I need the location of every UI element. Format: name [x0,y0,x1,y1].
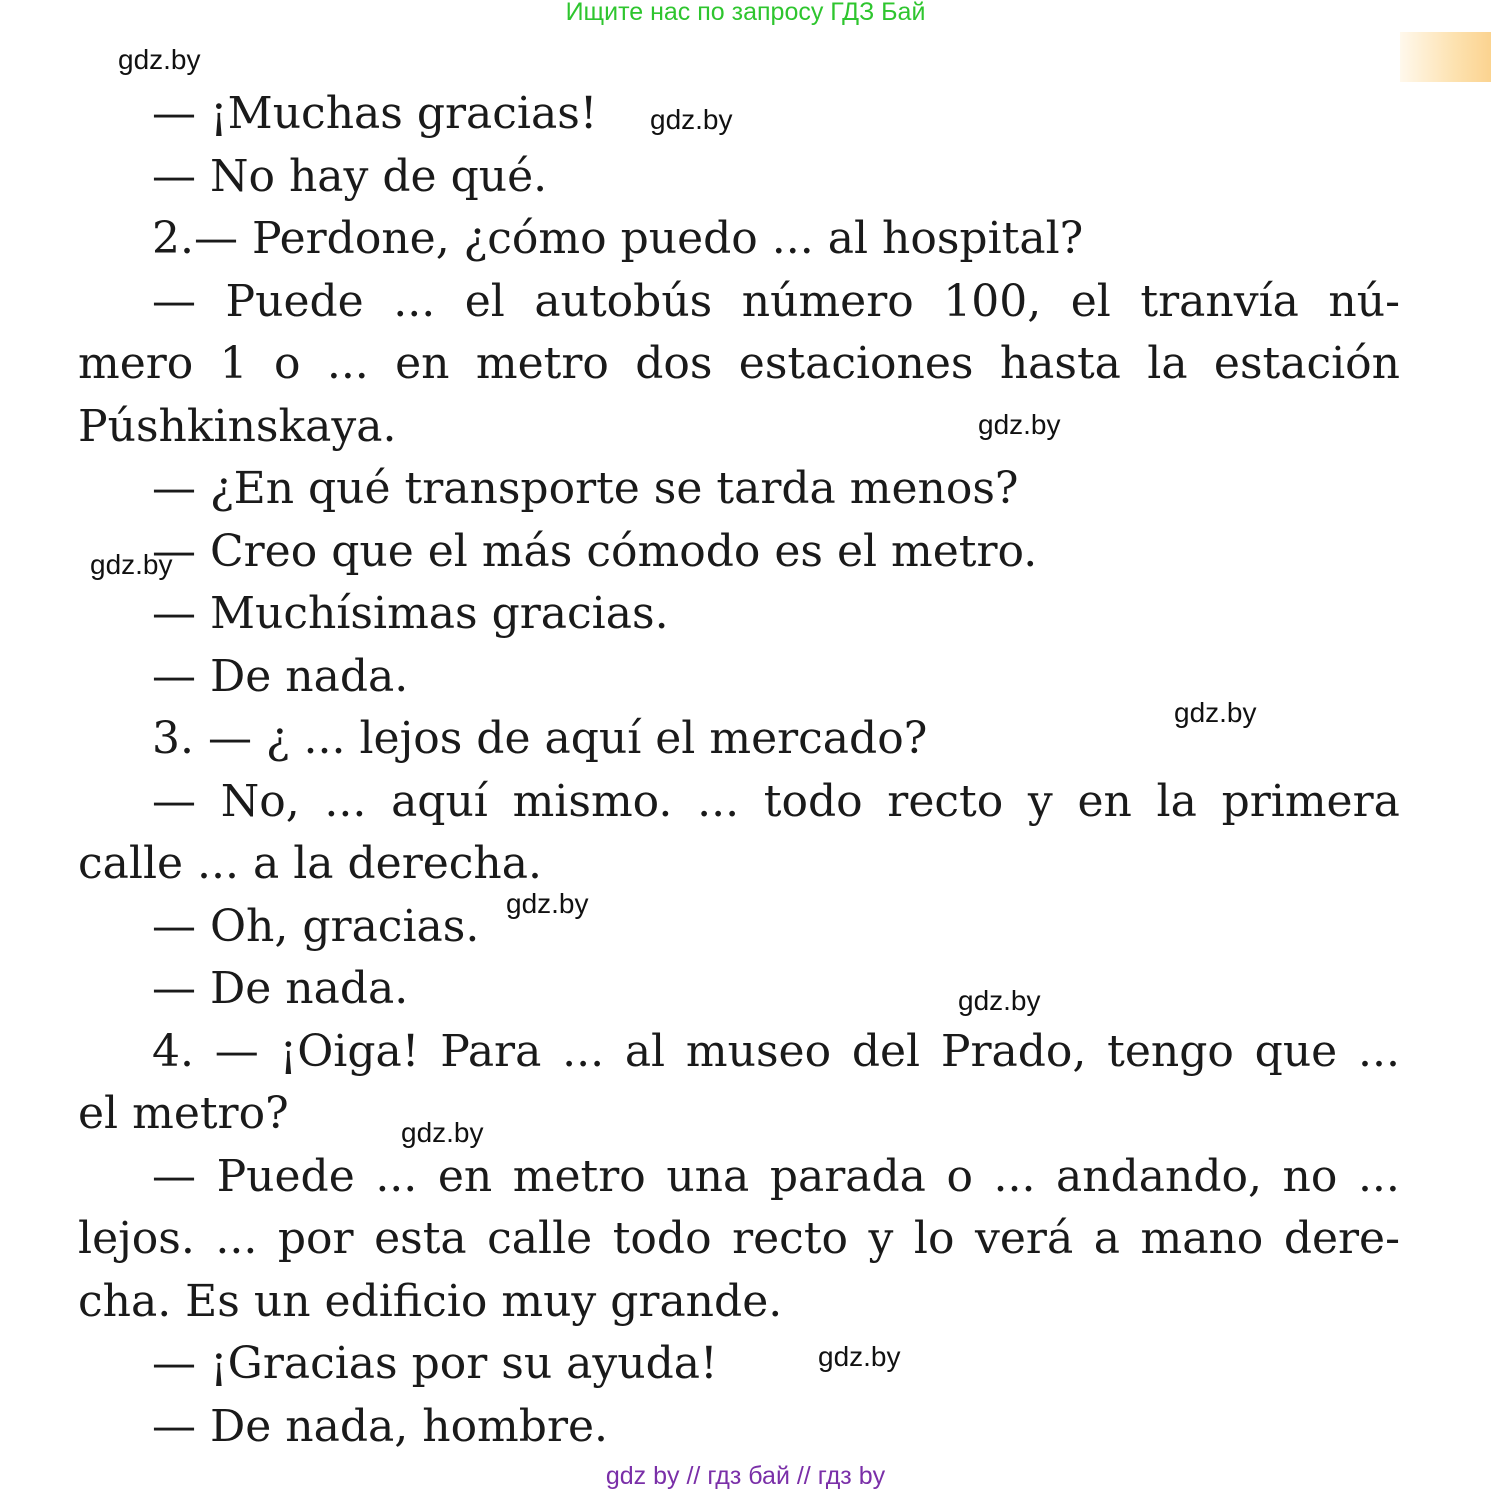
footer-watermark: gdz by // гдз бай // гдз by [605,1462,886,1490]
text-line: — ¡Gracias por su ayuda! [152,1338,718,1389]
text-line: — No hay de qué. [152,151,548,202]
word: ... [697,776,740,827]
word: parada [769,1151,926,1202]
word: ... [993,1151,1036,1202]
search-hint-banner: Ищите нас по запросу ГДЗ Бай [565,0,926,26]
word: — [214,1026,259,1077]
text-line: — De nada. [152,963,409,1014]
word: en [1077,776,1132,827]
word: no [1282,1151,1338,1202]
watermark: gdz.by [818,1341,901,1372]
word: estaciones [738,338,974,389]
word: al [624,1026,666,1077]
word: recto [732,1213,848,1264]
word: ¡Oiga! [279,1026,420,1077]
word: o [946,1151,973,1202]
word: todo [612,1213,712,1264]
word: aquí [391,776,488,827]
word: verá [975,1213,1074,1264]
text-line: — Oh, gracias. [152,901,480,952]
word: estación [1213,338,1400,389]
word: 1 [219,338,248,389]
watermark: gdz.by [978,409,1061,440]
word: en [437,1151,493,1202]
word: Puede [225,276,364,327]
text-line-justified [152,1026,1400,1077]
text-line: 3. — ¿ ... lejos de aquí el mercado? [152,713,928,764]
word: el [464,276,505,327]
word: ... [324,776,367,827]
text-line: — ¿En qué transporte se tarda menos? [152,463,1019,514]
watermark: gdz.by [958,985,1041,1016]
word: Prado, [940,1026,1087,1077]
word: o [273,338,301,389]
word: hasta [999,338,1121,389]
watermark: gdz.by [506,888,589,919]
word: — [152,776,196,827]
text-line-justified [152,776,1400,827]
word: mero [78,338,194,389]
text-line: — ¡Muchas gracias! [152,88,598,139]
text-line: — De nada. [152,651,409,702]
word: dere- [1283,1213,1400,1264]
word: por [277,1213,354,1264]
word: calle [487,1213,593,1264]
word: ... [375,1151,418,1202]
word: tengo [1107,1026,1234,1077]
word: la [1147,338,1188,389]
word: ... [1357,1026,1400,1077]
text-line-justified [78,1213,1400,1264]
word: metro [512,1151,646,1202]
word: la [1156,776,1197,827]
word: — [152,1151,196,1202]
word: ... [215,1213,258,1264]
text-line-justified [152,276,1400,327]
word: el [1070,276,1111,327]
word: tranvía [1140,276,1299,327]
text-line: el metro? [78,1088,289,1139]
word: ... [326,338,369,389]
word: 4. [152,1026,194,1077]
text-line-justified [152,1151,1400,1202]
word: todo [763,776,863,827]
text-line: cha. Es un edificio muy grande. [78,1276,783,1327]
text-line: calle ... a la derecha. [78,838,542,889]
word: y [868,1213,894,1264]
word: metro [475,338,609,389]
word: museo [685,1026,832,1077]
word: lo [913,1213,955,1264]
text-line-justified [78,338,1400,389]
word: nú- [1328,276,1400,327]
word: 100, [943,276,1042,327]
watermark: gdz.by [650,104,733,135]
word: Para [440,1026,542,1077]
word: que [1254,1026,1338,1077]
word: número [741,276,914,327]
word: Puede [216,1151,355,1202]
watermark: gdz.by [90,549,173,580]
watermark: gdz.by [1174,697,1257,728]
word: lejos. [78,1213,195,1264]
word: del [851,1026,921,1077]
word: dos [635,338,713,389]
watermark: gdz.by [401,1117,484,1148]
word: una [666,1151,750,1202]
word: — [152,276,196,327]
word: mismo. [512,776,673,827]
word: mano [1140,1213,1264,1264]
word: No, [220,776,300,827]
text-line: — Muchísimas gracias. [152,588,669,639]
word: ... [393,276,436,327]
word: recto [887,776,1004,827]
word: y [1027,776,1053,827]
word: andando, [1056,1151,1262,1202]
word: ... [1357,1151,1400,1202]
page-edge-tab [1400,32,1491,82]
word: ... [562,1026,605,1077]
word: autobús [534,276,713,327]
text-line: 2.— Perdone, ¿cómo puedo ... al hospital? [152,213,1084,264]
text-line: — De nada, hombre. [152,1401,609,1452]
word: esta [374,1213,467,1264]
word: primera [1221,776,1400,827]
word: a [1093,1213,1120,1264]
text-line: Púshkinskaya. [78,401,397,452]
text-line: — Creo que el más cómodo es el metro. [152,526,1038,577]
watermark: gdz.by [118,44,201,75]
word: en [395,338,450,389]
